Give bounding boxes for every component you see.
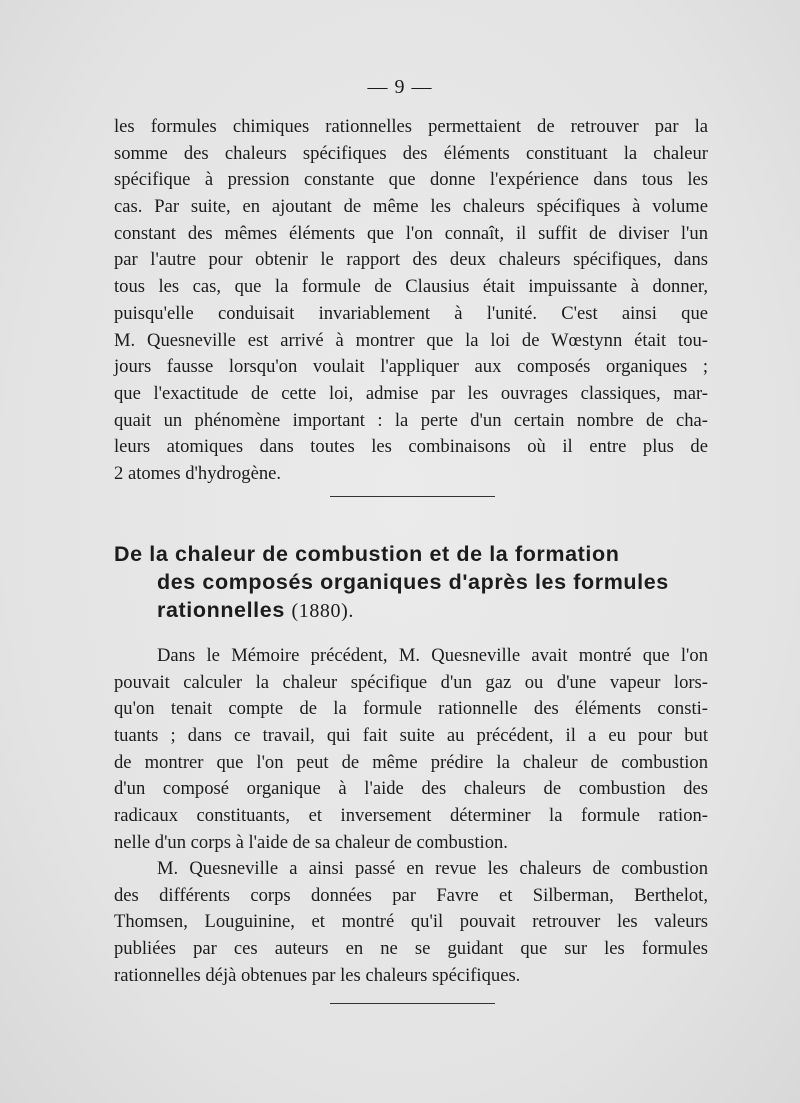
text-line: nelle d'un corps à l'aide de sa chaleur de combustion. xyxy=(114,831,508,853)
text-line: M. Quesneville a ainsi passé en revue les chaleurs de combustion xyxy=(157,858,708,879)
paragraph-continuation xyxy=(114,114,708,488)
text-line: des différents corps données par Favre et Silberman, Berthelot, xyxy=(114,884,708,906)
text-line: constant des mêmes éléments que l'on connaît, il suffit de diviser l'un xyxy=(114,222,708,244)
text-line: leurs atomiques dans toutes les combinaisons où il entre plus de xyxy=(114,436,708,458)
heading-line: des composés organiques d'après les formules xyxy=(157,570,669,594)
paragraph xyxy=(114,643,708,857)
heading-line: De la chaleur de combustion et de la formation xyxy=(114,542,620,566)
text-line: jours fausse lorsqu'on voulait l'appliquer aux composés organiques ; xyxy=(114,356,708,378)
text-line: spécifique à pression constante que donne l'expérience dans tous les xyxy=(114,169,708,191)
paragraph xyxy=(114,856,708,989)
text-line: pouvait calculer la chaleur spécifique d'un gaz ou d'une vapeur lors- xyxy=(114,671,708,693)
section-divider xyxy=(330,496,495,497)
text-line: puisqu'elle conduisait invariablement à l'unité. C'est ainsi que xyxy=(114,302,708,324)
text-line: 2 atomes d'hydrogène. xyxy=(114,462,282,484)
text-line: rationnelles déjà obtenues par les chaleurs spécifiques. xyxy=(114,964,521,986)
text-line: par l'autre pour obtenir le rapport des deux chaleurs spécifiques, dans xyxy=(114,249,708,271)
text-line: qu'on tenait compte de la formule rationnelle des éléments consti- xyxy=(114,698,708,720)
text-line: radicaux constituants, et inversement déterminer la formule ration- xyxy=(114,805,708,827)
heading-year: (1880). xyxy=(291,600,354,622)
text-line: Dans le Mémoire précédent, M. Quesneville avait montré que l'on xyxy=(157,645,708,666)
text-line: tous les cas, que la formule de Clausius était impuissante à donner, xyxy=(114,276,708,298)
text-line: quait un phénomène important : la perte d'un certain nombre de cha- xyxy=(114,409,708,431)
text-line: tuants ; dans ce travail, qui fait suite au précédent, il a eu pour but xyxy=(114,725,708,747)
text-line: les formules chimiques rationnelles permettaient de retrouver par la xyxy=(114,116,708,137)
text-line: M. Quesneville est arrivé à montrer que la loi de Wœstynn était tou- xyxy=(114,329,708,351)
page-number: — 9 — xyxy=(367,76,433,98)
heading-text: rationnelles xyxy=(157,598,285,622)
end-divider xyxy=(330,1003,495,1004)
text-line: somme des chaleurs spécifiques des éléments constituant la chaleur xyxy=(114,142,708,164)
text-line: d'un composé organique à l'aide des chaleurs de combustion des xyxy=(114,778,708,800)
text-line: que l'exactitude de cette loi, admise par les ouvrages classiques, mar- xyxy=(114,382,708,404)
text-line: publiées par ces auteurs en ne se guidant que sur les formules xyxy=(114,938,708,960)
heading-line xyxy=(114,596,712,624)
text-line: Thomsen, Louguinine, et montré qu'il pouvait retrouver les valeurs xyxy=(114,911,708,933)
section-heading xyxy=(114,540,712,624)
text-line: de montrer que l'on peut de même prédire la chaleur de combustion xyxy=(114,751,708,773)
text-line: cas. Par suite, en ajoutant de même les chaleurs spécifiques à volume xyxy=(114,196,708,218)
